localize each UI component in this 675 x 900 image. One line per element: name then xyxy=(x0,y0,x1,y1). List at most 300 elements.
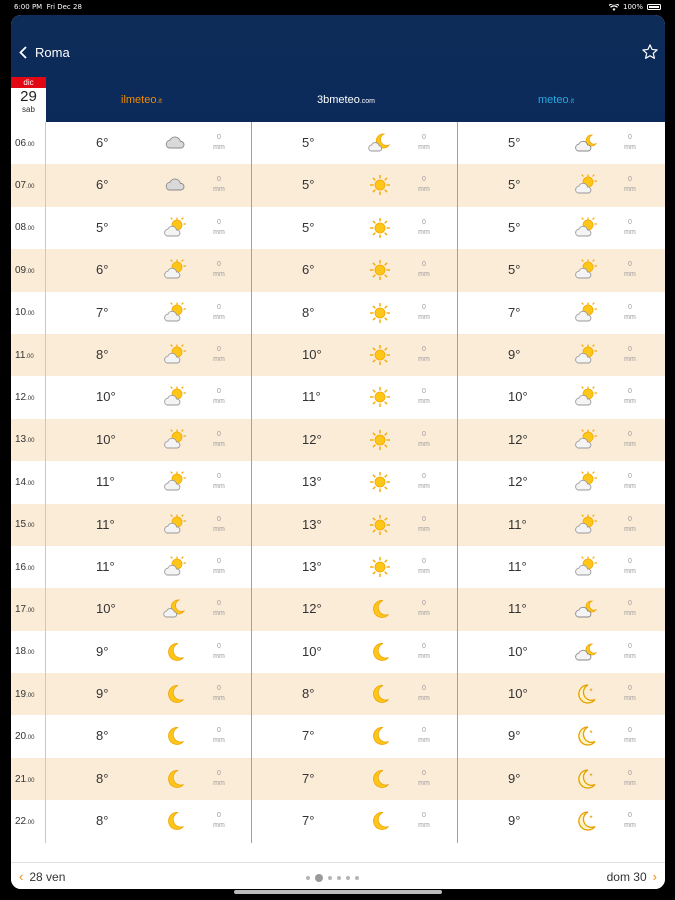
forecast-cell-meteo xyxy=(458,164,665,206)
precipitation-value: 0 xyxy=(628,345,632,353)
hour-label xyxy=(11,292,46,334)
day-navigation xyxy=(11,862,665,889)
forecast-cell-3bmeteo xyxy=(252,376,458,418)
forecast-cell-ilmeteo xyxy=(46,419,252,461)
minute-value: .00 xyxy=(26,607,35,614)
forecast-cell-3bmeteo xyxy=(252,292,458,334)
moon-icon xyxy=(574,682,598,706)
precipitation-unit: mm xyxy=(418,144,430,151)
minute-value: .00 xyxy=(26,523,35,530)
temperature: 5° xyxy=(508,177,521,193)
temperature: 11° xyxy=(96,558,115,574)
sun-cloud-icon xyxy=(163,258,187,282)
forecast-cell-ilmeteo xyxy=(46,334,252,376)
table-row xyxy=(11,292,665,334)
table-row xyxy=(11,122,665,164)
hour-label xyxy=(11,588,46,630)
precipitation-unit: mm xyxy=(213,228,225,236)
temperature: 10° xyxy=(302,346,322,362)
precipitation xyxy=(209,726,229,746)
precipitation xyxy=(414,175,434,195)
provider-meteo[interactable]: meteo.it xyxy=(538,94,575,106)
precipitation xyxy=(209,175,229,195)
precipitation-value: 0 xyxy=(422,176,426,184)
precipitation xyxy=(414,218,434,238)
temperature: 10° xyxy=(96,601,116,617)
temperature: 6° xyxy=(96,177,109,193)
hour-label xyxy=(11,207,46,249)
sun-cloud-icon xyxy=(163,343,187,367)
precipitation-value: 0 xyxy=(217,600,221,608)
forecast-cell-3bmeteo xyxy=(252,207,458,249)
temperature: 7° xyxy=(508,304,521,320)
forecast-cell-3bmeteo xyxy=(252,546,458,588)
forecast-cell-ilmeteo xyxy=(46,249,252,291)
favorite-star-icon[interactable] xyxy=(641,43,659,61)
status-time: 6:00 PM xyxy=(14,3,43,11)
page-indicator xyxy=(306,874,359,882)
temperature: 10° xyxy=(508,686,528,702)
prev-day-label: 28 ven xyxy=(29,869,66,884)
chevron-left-icon: ‹ xyxy=(19,869,24,884)
temperature: 10° xyxy=(508,643,528,659)
precipitation-unit: mm xyxy=(213,186,225,194)
forecast-cell-ilmeteo xyxy=(46,504,252,546)
hour-label xyxy=(11,546,46,588)
precipitation-value: 0 xyxy=(217,727,221,735)
precipitation-value: 0 xyxy=(628,515,632,523)
hour-value: 13 xyxy=(15,434,27,446)
precipitation-unit: mm xyxy=(624,652,636,660)
minute-value: .00 xyxy=(26,480,35,487)
precipitation xyxy=(620,684,640,704)
precipitation xyxy=(620,260,640,280)
precipitation xyxy=(414,303,434,323)
table-row xyxy=(11,164,665,206)
forecast-cell-meteo xyxy=(458,122,665,164)
precipitation-value: 0 xyxy=(217,345,221,353)
precipitation-value: 0 xyxy=(628,218,632,226)
temperature: 8° xyxy=(96,728,109,744)
hour-label xyxy=(11,419,46,461)
precipitation-unit: mm xyxy=(624,567,636,575)
next-day-label: dom 30 xyxy=(606,869,647,884)
table-row xyxy=(11,758,665,800)
moon-icon xyxy=(574,809,598,833)
precipitation-value: 0 xyxy=(628,134,632,141)
provider-name: meteo xyxy=(538,94,569,106)
hour-label xyxy=(11,376,46,418)
precipitation xyxy=(414,345,434,365)
precipitation-value: 0 xyxy=(422,345,426,353)
hour-label xyxy=(11,715,46,757)
precipitation xyxy=(414,133,434,153)
precipitation xyxy=(209,599,229,619)
precipitation-unit: mm xyxy=(624,695,636,703)
temperature: 11° xyxy=(508,558,527,574)
table-row xyxy=(11,673,665,715)
temperature: 10° xyxy=(96,389,116,405)
precipitation-value: 0 xyxy=(628,176,632,184)
precipitation-unit: mm xyxy=(213,525,225,533)
precipitation-unit: mm xyxy=(624,398,636,406)
precipitation-value: 0 xyxy=(217,218,221,226)
precipitation-value: 0 xyxy=(628,727,632,735)
temperature: 11° xyxy=(302,389,321,405)
precipitation xyxy=(414,387,434,407)
moon-icon xyxy=(574,767,598,791)
precipitation-value: 0 xyxy=(217,303,221,311)
forecast-cell-3bmeteo xyxy=(252,249,458,291)
sun-cloud-icon xyxy=(163,555,187,579)
forecast-cell-meteo xyxy=(458,631,665,673)
minute-value: .00 xyxy=(26,819,35,826)
precipitation xyxy=(209,218,229,238)
moon-icon xyxy=(368,724,392,748)
precipitation-unit: mm xyxy=(624,525,636,533)
sun-icon xyxy=(368,385,392,409)
hour-value: 06 xyxy=(15,137,27,149)
precipitation-value: 0 xyxy=(422,430,426,438)
hour-value: 15 xyxy=(15,519,27,531)
moon-icon xyxy=(163,682,187,706)
forecast-cell-meteo xyxy=(458,800,665,842)
precipitation xyxy=(209,557,229,577)
prev-day-button[interactable] xyxy=(19,869,65,884)
precipitation xyxy=(620,769,640,789)
chevron-left-icon xyxy=(19,46,27,59)
temperature: 9° xyxy=(508,813,521,829)
forecast-cell-ilmeteo xyxy=(46,631,252,673)
sun-icon xyxy=(368,301,392,325)
precipitation-unit: mm xyxy=(418,483,430,491)
precipitation-unit: mm xyxy=(418,737,430,745)
temperature: 12° xyxy=(508,431,528,447)
precipitation-unit: mm xyxy=(213,779,225,787)
precipitation xyxy=(209,472,229,492)
precipitation-value: 0 xyxy=(217,812,221,820)
temperature: 8° xyxy=(302,304,315,320)
precipitation-unit: mm xyxy=(624,271,636,279)
forecast-cell-ilmeteo xyxy=(46,461,252,503)
precipitation-value: 0 xyxy=(628,430,632,438)
forecast-cell-3bmeteo xyxy=(252,673,458,715)
forecast-cell-ilmeteo xyxy=(46,207,252,249)
precipitation-value: 0 xyxy=(628,303,632,311)
precipitation-value: 0 xyxy=(628,642,632,650)
minute-value: .00 xyxy=(26,311,35,318)
precipitation xyxy=(209,303,229,323)
moon-icon xyxy=(163,640,187,664)
precipitation xyxy=(209,345,229,365)
precipitation xyxy=(414,599,434,619)
precipitation-unit: mm xyxy=(418,610,430,618)
temperature: 7° xyxy=(302,770,315,786)
precipitation xyxy=(620,387,640,407)
temperature: 13° xyxy=(302,516,322,532)
moon-icon xyxy=(368,682,392,706)
temperature: 12° xyxy=(302,601,322,617)
city-name: Roma xyxy=(35,45,70,60)
precipitation-unit: mm xyxy=(418,398,430,406)
date-day: 29 xyxy=(20,88,37,105)
moon-cloud-icon xyxy=(368,131,392,155)
forecast-cell-meteo xyxy=(458,504,665,546)
temperature: 6° xyxy=(96,262,109,278)
precipitation-value: 0 xyxy=(628,685,632,693)
precipitation-unit: mm xyxy=(624,144,636,151)
precipitation-value: 0 xyxy=(217,557,221,565)
precipitation-value: 0 xyxy=(422,685,426,693)
forecast-cell-meteo xyxy=(458,715,665,757)
table-row xyxy=(11,207,665,249)
precipitation xyxy=(209,769,229,789)
temperature: 5° xyxy=(302,219,315,235)
minute-value: .00 xyxy=(26,396,35,403)
precipitation xyxy=(414,472,434,492)
sun-icon xyxy=(368,513,392,537)
app-screen xyxy=(11,15,665,889)
precipitation-value: 0 xyxy=(217,769,221,777)
precipitation-unit: mm xyxy=(213,567,225,575)
temperature: 9° xyxy=(508,770,521,786)
minute-value: .00 xyxy=(26,438,35,445)
precipitation xyxy=(620,811,640,831)
sun-cloud-icon xyxy=(163,470,187,494)
sun-cloud-icon xyxy=(574,301,598,325)
cloud-icon xyxy=(163,173,187,197)
next-day-button[interactable] xyxy=(607,869,657,884)
hour-value: 22 xyxy=(15,815,27,827)
precipitation xyxy=(620,472,640,492)
hour-value: 09 xyxy=(15,264,27,276)
temperature: 5° xyxy=(508,219,521,235)
precipitation-value: 0 xyxy=(422,642,426,650)
sun-cloud-icon xyxy=(574,513,598,537)
temperature: 11° xyxy=(508,601,527,617)
forecast-cell-ilmeteo xyxy=(46,588,252,630)
status-bar xyxy=(0,0,675,14)
temperature: 13° xyxy=(302,474,322,490)
forecast-cell-3bmeteo xyxy=(252,758,458,800)
moon-icon xyxy=(163,809,187,833)
temperature: 5° xyxy=(302,177,315,193)
forecast-cell-ilmeteo xyxy=(46,800,252,842)
temperature: 7° xyxy=(96,304,109,320)
wifi-icon xyxy=(609,4,619,11)
sun-cloud-icon xyxy=(163,385,187,409)
precipitation-unit: mm xyxy=(213,398,225,406)
forecast-cell-meteo xyxy=(458,376,665,418)
precipitation xyxy=(620,218,640,238)
sun-cloud-icon xyxy=(574,428,598,452)
sun-icon xyxy=(368,343,392,367)
hour-label xyxy=(11,461,46,503)
temperature: 9° xyxy=(508,728,521,744)
hour-label xyxy=(11,504,46,546)
temperature: 12° xyxy=(302,431,322,447)
table-row xyxy=(11,419,665,461)
precipitation-unit: mm xyxy=(418,271,430,279)
provider-3bmeteo[interactable]: 3bmeteo.com xyxy=(317,94,375,106)
date-weekday: sab xyxy=(22,105,35,114)
forecast-cell-ilmeteo xyxy=(46,122,252,164)
precipitation-unit: mm xyxy=(418,695,430,703)
cloud-moon-icon xyxy=(574,131,598,155)
table-row xyxy=(11,631,665,673)
status-date: Fri Dec 28 xyxy=(46,3,82,11)
table-row xyxy=(11,546,665,588)
hour-label xyxy=(11,758,46,800)
precipitation xyxy=(414,726,434,746)
precipitation-unit: mm xyxy=(213,737,225,745)
forecast-cell-meteo xyxy=(458,207,665,249)
precipitation-value: 0 xyxy=(217,134,221,141)
sun-cloud-icon xyxy=(163,428,187,452)
table-row xyxy=(11,334,665,376)
sun-cloud-icon xyxy=(163,513,187,537)
forecast-cell-meteo xyxy=(458,673,665,715)
minute-value: .00 xyxy=(26,735,35,742)
precipitation-value: 0 xyxy=(422,727,426,735)
precipitation-unit: mm xyxy=(213,271,225,279)
sun-icon xyxy=(368,428,392,452)
forecast-cell-meteo xyxy=(458,249,665,291)
precipitation-value: 0 xyxy=(422,388,426,396)
sun-icon xyxy=(368,173,392,197)
temperature: 6° xyxy=(96,135,109,150)
precipitation-value: 0 xyxy=(217,515,221,523)
hour-value: 14 xyxy=(15,476,27,488)
minute-value: .00 xyxy=(26,650,35,657)
hour-value: 07 xyxy=(15,180,27,192)
hour-value: 20 xyxy=(15,731,27,743)
precipitation-value: 0 xyxy=(422,303,426,311)
provider-name: ilmeteo xyxy=(121,94,157,106)
precipitation-unit: mm xyxy=(418,186,430,194)
minute-value: .00 xyxy=(26,184,35,191)
minute-value: .00 xyxy=(26,777,35,784)
precipitation-value: 0 xyxy=(422,515,426,523)
table-row xyxy=(11,715,665,757)
precipitation-unit: mm xyxy=(624,313,636,321)
precipitation xyxy=(209,430,229,450)
sun-cloud-icon xyxy=(574,216,598,240)
temperature: 5° xyxy=(96,219,109,235)
forecast-table[interactable] xyxy=(11,122,665,843)
forecast-cell-ilmeteo xyxy=(46,546,252,588)
precipitation-value: 0 xyxy=(628,812,632,820)
precipitation-value: 0 xyxy=(217,176,221,184)
forecast-cell-3bmeteo xyxy=(252,164,458,206)
precipitation xyxy=(620,133,640,153)
provider-name: 3bmeteo xyxy=(317,94,360,106)
temperature: 10° xyxy=(508,389,528,405)
forecast-cell-meteo xyxy=(458,292,665,334)
precipitation xyxy=(620,557,640,577)
precipitation xyxy=(209,515,229,535)
temperature: 11° xyxy=(508,516,527,532)
precipitation-value: 0 xyxy=(628,388,632,396)
battery-percent: 100% xyxy=(622,3,643,11)
sun-cloud-icon xyxy=(574,173,598,197)
precipitation xyxy=(414,769,434,789)
forecast-cell-meteo xyxy=(458,461,665,503)
precipitation-unit: mm xyxy=(418,567,430,575)
cloud-moon-icon xyxy=(574,640,598,664)
precipitation-unit: mm xyxy=(213,440,225,448)
precipitation-unit: mm xyxy=(418,440,430,448)
precipitation-unit: mm xyxy=(418,822,430,830)
temperature: 9° xyxy=(96,686,109,702)
hour-label xyxy=(11,631,46,673)
sun-cloud-icon xyxy=(574,343,598,367)
precipitation xyxy=(414,811,434,831)
precipitation-value: 0 xyxy=(422,134,426,141)
precipitation-value: 0 xyxy=(217,388,221,396)
sun-icon xyxy=(368,258,392,282)
cloud-icon xyxy=(163,131,187,155)
temperature: 5° xyxy=(302,135,315,150)
hour-value: 12 xyxy=(15,392,27,404)
hour-value: 17 xyxy=(15,603,27,615)
precipitation xyxy=(414,515,434,535)
sun-icon xyxy=(368,216,392,240)
table-row xyxy=(11,504,665,546)
precipitation-unit: mm xyxy=(213,822,225,830)
hour-value: 10 xyxy=(15,307,27,319)
precipitation xyxy=(414,642,434,662)
minute-value: .00 xyxy=(26,565,35,572)
temperature: 7° xyxy=(302,728,315,744)
precipitation-value: 0 xyxy=(628,600,632,608)
back-button[interactable] xyxy=(19,45,70,60)
precipitation-value: 0 xyxy=(422,473,426,481)
temperature: 11° xyxy=(96,474,115,490)
precipitation-value: 0 xyxy=(217,685,221,693)
forecast-cell-3bmeteo xyxy=(252,334,458,376)
precipitation-unit: mm xyxy=(418,355,430,363)
forecast-cell-meteo xyxy=(458,419,665,461)
precipitation-unit: mm xyxy=(213,313,225,321)
table-row xyxy=(11,249,665,291)
hour-label xyxy=(11,249,46,291)
table-row xyxy=(11,376,665,418)
hour-value: 18 xyxy=(15,646,27,658)
precipitation-unit: mm xyxy=(213,355,225,363)
precipitation-unit: mm xyxy=(624,483,636,491)
header xyxy=(11,15,665,122)
precipitation-unit: mm xyxy=(624,186,636,194)
temperature: 8° xyxy=(96,770,109,786)
date-badge xyxy=(11,77,46,122)
provider-ilmeteo[interactable]: ilmeteo.it xyxy=(121,94,162,106)
hour-value: 16 xyxy=(15,561,27,573)
hour-value: 21 xyxy=(15,773,27,785)
temperature: 6° xyxy=(302,262,315,278)
home-indicator[interactable] xyxy=(234,890,442,894)
temperature: 10° xyxy=(96,431,116,447)
precipitation xyxy=(414,430,434,450)
moon-icon xyxy=(163,724,187,748)
cloud-moon-icon xyxy=(574,597,598,621)
temperature: 13° xyxy=(302,558,322,574)
precipitation xyxy=(209,387,229,407)
temperature: 10° xyxy=(302,643,322,659)
battery-icon xyxy=(647,4,661,10)
table-row xyxy=(11,588,665,630)
precipitation xyxy=(620,175,640,195)
